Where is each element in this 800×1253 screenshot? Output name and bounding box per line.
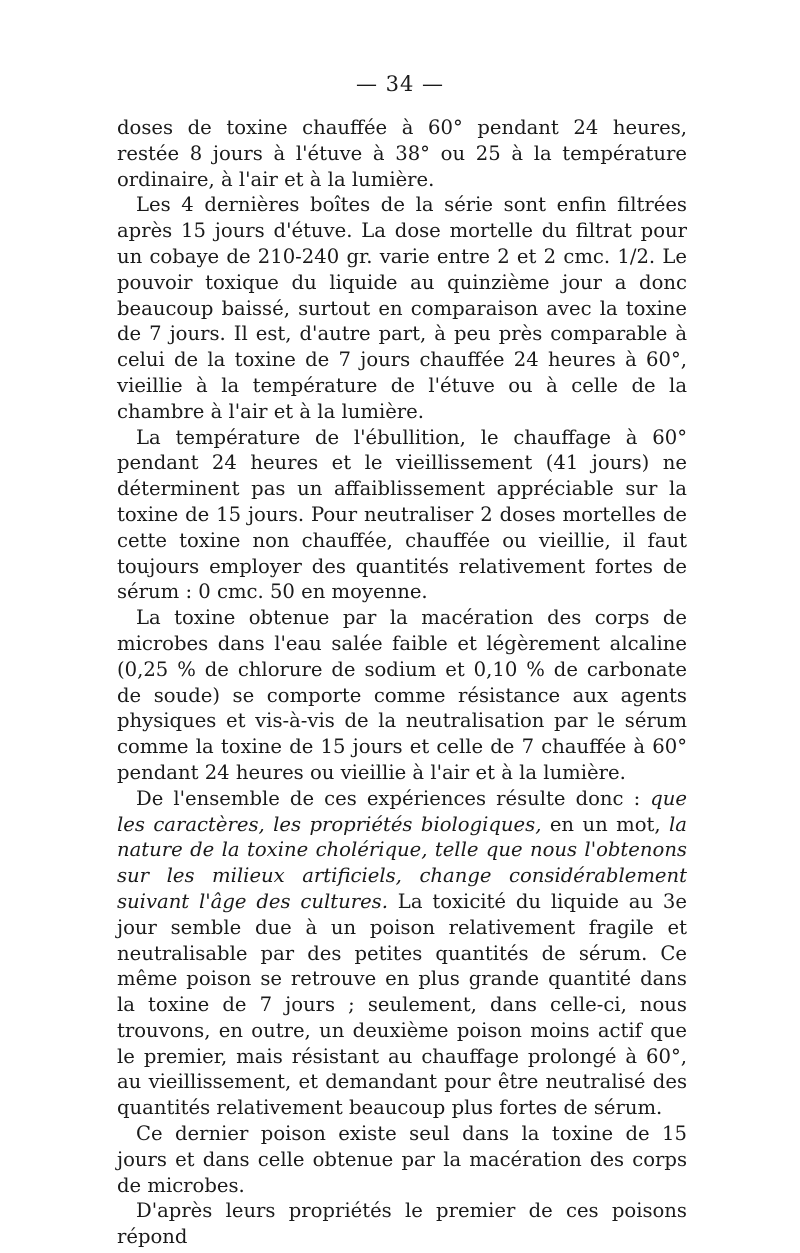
paragraph-3: La température de l'ébullition, le chauffage à 60° pendant 24 heures et le vieillissement (41 jours) ne déterminent pas un affaiblissement appréciable sur la toxine de 15 jours. Pour neutraliser 2 doses mortelles de cette toxine non chauffée, chauffée ou vieillie, il faut toujours employer des quantités relativement fortes de sérum : 0 cmc. 50 en moyenne. (117, 425, 687, 604)
paragraph-5-rest: La toxicité du liquide au 3e jour semble due à un poison relativement fragile et neutralisable par des petites quantités de sérum. Ce même poison se retrouve en plus grande quantité dans la toxine de 7 jours ; seulement, dans celle-ci, nous trouvons, en outre, un deuxième poison moins actif que le premier, mais résistant au chauffage prolongé à 60°, au vieillissement, et demandant pour être neutralisé des quantités relativement beaucoup plus fortes de sérum. (117, 889, 687, 1120)
paragraph-6: Ce dernier poison existe seul dans la toxine de 15 jours et dans celle obtenue par la macération des corps de microbes. (117, 1122, 687, 1197)
body-text (117, 115, 687, 1250)
paragraph-5 (117, 786, 687, 1121)
page-number: — 34 — (355, 72, 445, 96)
paragraph-4: La toxine obtenue par la macération des corps de microbes dans l'eau salée faible et légèrement alcaline (0,25 % de chlorure de sodium et 0,10 % de carbonate de soude) se comporte comme résistance aux agents physiques et vis-à-vis de la neutralisation par le sérum comme la toxine de 15 jours et celle de 7 chauffée à 60° pendant 24 heures ou vieillie à l'air et à la lumière. (117, 606, 687, 784)
paragraph-5-italic-2: la nature de la toxine cholérique, telle que nous l'obtenons sur les milieux artificiels, change considérablement suivant l'âge des cultures. (117, 812, 687, 913)
paragraph-5-lead: De l'ensemble de ces expériences résulte donc : (136, 786, 651, 810)
paragraph-2: Les 4 dernières boîtes de la série sont enfin filtrées après 15 jours d'étuve. La dose mortelle du filtrat pour un cobaye de 210-240 gr. varie entre 2 et 2 cmc. 1/2. Le pouvoir toxique du liquide au quinzième jour a donc beaucoup baissé, surtout en comparaison avec la toxine de 7 jours. Il est, d'autre part, à peu près comparable à celui de la toxine de 7 jours chauffée 24 heures à 60°, vieillie à la température de l'étuve ou à celle de la chambre à l'air et à la lumière. (117, 193, 687, 423)
paragraph-1: doses de toxine chauffée à 60° pendant 24 heures, restée 8 jours à l'étuve à 38° ou 25 à la température ordinaire, à l'air et à la lumière. (117, 116, 687, 191)
paragraph-5-italic-1: que les caractères, les propriétés biologiques, (117, 786, 687, 836)
paragraph-7: D'après leurs propriétés le premier de ces poisons répond (117, 1199, 687, 1249)
paragraph-5-middle: en un mot, (541, 812, 670, 836)
